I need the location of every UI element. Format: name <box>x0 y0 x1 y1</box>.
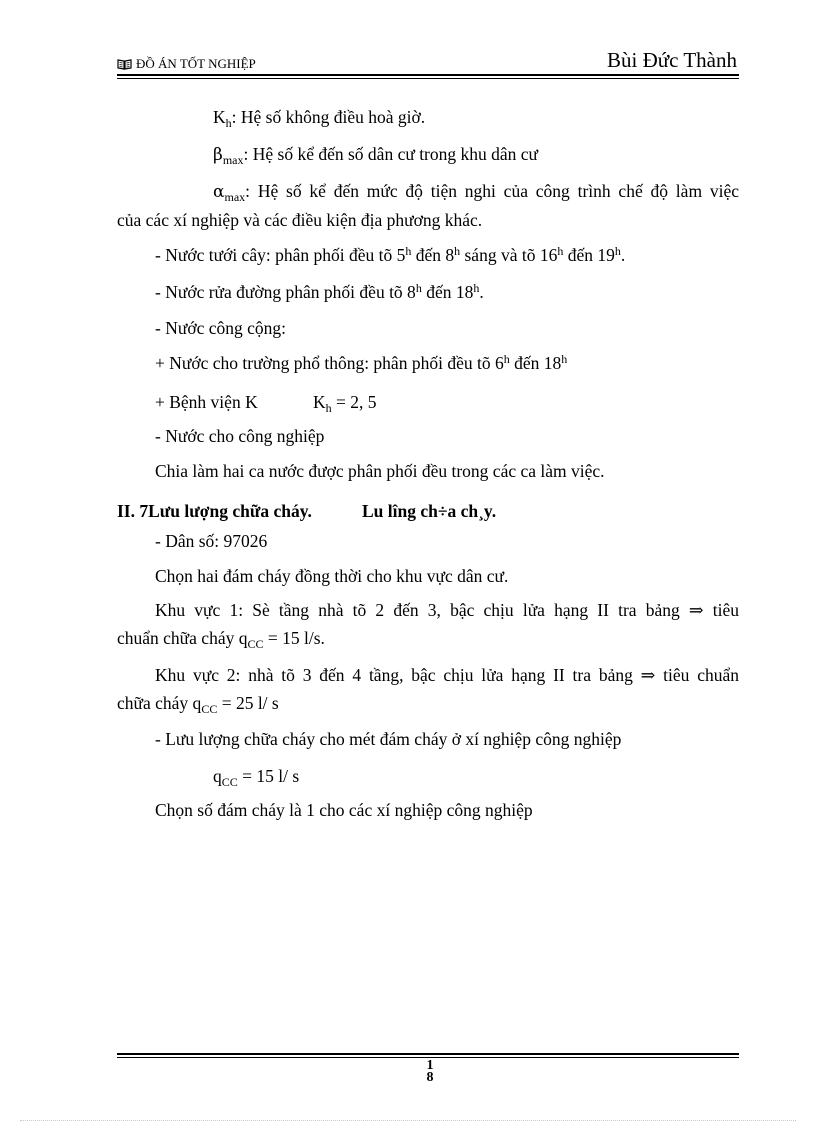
qcc-subscript: CC <box>247 637 264 651</box>
header-title: ĐỒ ÁN TỐT NGHIỆP <box>136 56 256 71</box>
page-number <box>418 1060 442 1084</box>
road-part: . <box>479 282 484 302</box>
irrigation-part: . <box>620 245 626 265</box>
irrigation-part: sáng và tõ 16 <box>460 245 558 265</box>
q-symbol: q <box>213 766 222 786</box>
hospital-water: + Bệnh viện K <box>155 392 258 412</box>
hour-sup: h <box>503 352 510 366</box>
school-part: + Nước cho trường phổ thông: phân phối đều tõ 6 <box>155 353 504 373</box>
hour-sup: h <box>415 281 422 295</box>
choose-fire-count: Chọn số đám cháy là 1 cho các xí nghiệp công nghiệp <box>155 800 533 820</box>
zone-2-line: Khu vực 2: nhà tõ 3 đến 4 tầng, bậc chịu lửa hạng II tra bảng ⇒ tiêu chuẩn <box>155 665 739 685</box>
industrial-fire-flow: - Lưu lượng chữa cháy cho mét đám cháy ở xí nghiệp công nghiệp <box>155 729 622 749</box>
hour-sup: h <box>557 244 564 258</box>
kh-subscript: h <box>225 116 232 130</box>
qcc-subscript: CC <box>201 702 218 716</box>
alpha-definition <box>213 180 739 203</box>
beta-definition <box>213 143 538 166</box>
header-left <box>117 56 256 72</box>
hour-sup: h <box>454 244 461 258</box>
road-part: - Nước rửa đường phân phối đều tõ 8 <box>155 282 416 302</box>
section-heading-garbled: Lu lîng ch÷a ch¸y. <box>362 501 497 521</box>
kh-definition <box>213 106 425 128</box>
kh-subscript: h <box>325 401 332 415</box>
hour-sup: h <box>405 244 412 258</box>
school-part: đến 18 <box>509 353 562 373</box>
irrigation-water <box>155 244 625 266</box>
page-digit: 1 <box>426 1058 434 1073</box>
alpha-subscript: max <box>224 190 246 204</box>
kh-text: : Hệ số không điều hoà giờ. <box>231 107 426 127</box>
alpha-text: : Hệ số kể đến mức độ tiện nghi của công trình chế độ làm việc <box>245 181 739 201</box>
road-part: đến 18 <box>421 282 474 302</box>
zone-2-text: chữa cháy q <box>117 693 202 713</box>
choose-two-fires: Chọn hai đám cháy đồng thời cho khu vực dân cư. <box>155 566 509 586</box>
hour-sup: h <box>614 244 621 258</box>
irrigation-part: đến 19 <box>563 245 615 265</box>
school-water <box>155 352 567 374</box>
irrigation-part: - Nước tưới cây: phân phối đều tõ 5 <box>155 245 406 265</box>
population: - Dân số: 97026 <box>155 531 268 551</box>
public-water: - Nước công cộng: <box>155 318 286 338</box>
page-bottom-border <box>20 1120 796 1121</box>
kh-symbol: K <box>213 107 226 127</box>
road-washing-water <box>155 281 484 303</box>
page-digit: 8 <box>426 1070 434 1085</box>
hour-sup: h <box>473 281 480 295</box>
zone-1-text: chuẩn chữa cháy q <box>117 628 248 648</box>
beta-symbol: β <box>213 145 223 165</box>
zone-1-value: = 15 l/s. <box>263 628 325 648</box>
industry-water: - Nước cho công nghiệp <box>155 426 325 446</box>
hour-sup: h <box>561 352 568 366</box>
hospital-kh <box>313 391 377 413</box>
kh-value: = 2, 5 <box>331 392 377 412</box>
header-rule-thin <box>117 78 739 79</box>
kh-symbol: K <box>313 392 326 412</box>
irrigation-part: đến 8 <box>411 245 455 265</box>
alpha-continuation: của các xí nghiệp và các điều kiện địa phương khác. <box>117 210 483 230</box>
footer-rule <box>117 1053 739 1055</box>
beta-subscript: max <box>222 153 244 167</box>
industrial-qcc <box>213 765 299 787</box>
shift-distribution: Chia làm hai ca nước được phân phối đều trong các ca làm việc. <box>155 461 605 481</box>
zone-1-standard <box>117 627 325 649</box>
page-header <box>117 46 739 76</box>
book-icon <box>117 59 132 70</box>
header-author: Bùi Đức Thành <box>607 48 737 72</box>
zone-2-value: = 25 l/ s <box>217 693 279 713</box>
zone-2-standard <box>117 692 279 714</box>
section-heading: II. 7Lưu lượng chữa cháy. <box>117 501 312 521</box>
alpha-symbol: α <box>213 182 225 202</box>
q-value: = 15 l/ s <box>237 766 300 786</box>
qcc-subscript: CC <box>221 775 238 789</box>
zone-1-line: Khu vực 1: Sè tầng nhà tõ 2 đến 3, bậc chịu lửa hạng II tra bảng ⇒ tiêu <box>155 600 739 620</box>
beta-text: : Hệ số kể đến số dân cư trong khu dân cư <box>243 144 539 164</box>
header-rule <box>117 74 739 76</box>
